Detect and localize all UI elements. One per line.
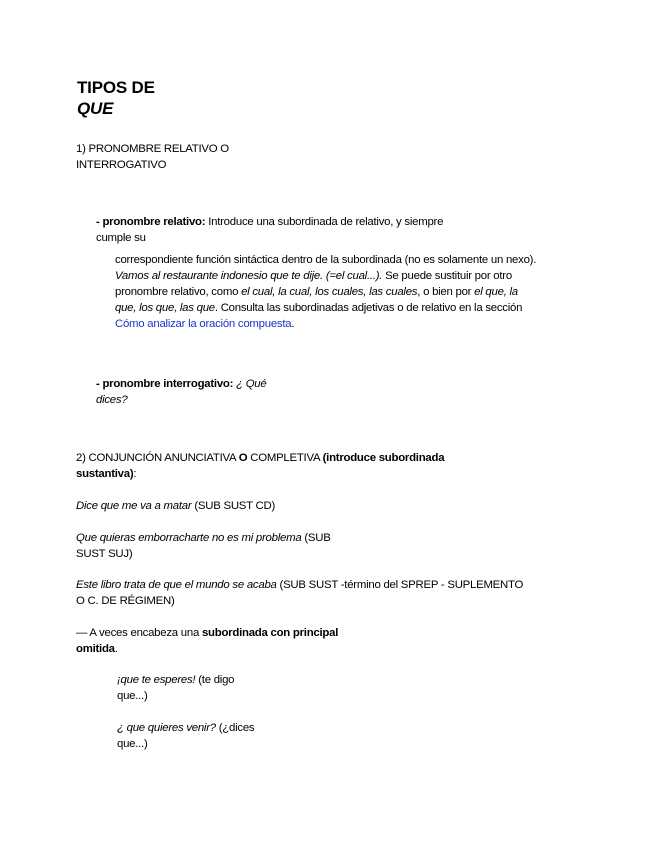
sub-example-2-line-1 — [117, 720, 254, 736]
relativo-intro-line-1 — [96, 214, 443, 230]
note-l2-rest: . — [114, 643, 118, 655]
title-que: QUE — [77, 99, 114, 118]
section-2-heading — [76, 450, 444, 482]
interrogativo-line-2 — [96, 392, 266, 408]
page-title — [77, 78, 155, 119]
example-3-italic: Este libro trata de que el mundo se acaba — [76, 579, 277, 591]
sub-example-2 — [117, 720, 254, 752]
section-1-heading-line-2: INTERROGATIVO — [76, 159, 167, 171]
example-2 — [76, 530, 331, 562]
example-2-line-2: SUST SUJ) — [76, 548, 133, 560]
relativo-line-2 — [115, 268, 536, 284]
sub-example-2-rest: (¿dices — [215, 722, 255, 734]
example-1-rest: (SUB SUST CD) — [191, 500, 276, 512]
relativo-line-3-italic-2: el que, la — [474, 286, 518, 298]
relativo-label: - pronombre relativo: — [96, 216, 206, 228]
section-1-heading — [76, 141, 229, 173]
section-2-heading-l2-rest: : — [133, 468, 137, 480]
section-2-heading-c: COMPLETIVA — [247, 452, 323, 464]
example-3-line-2: O C. DE RÉGIMEN) — [76, 595, 175, 607]
interrogativo-label: - pronombre interrogativo: — [96, 378, 234, 390]
note-l2-bold: omitida — [76, 643, 115, 655]
section-2-heading-a: 2) CONJUNCIÓN ANUNCIATIVA — [76, 452, 239, 464]
example-3-line-1 — [76, 577, 523, 593]
example-3 — [76, 577, 523, 609]
interrogativo-example-1: ¿ Qué — [233, 378, 267, 390]
relativo-line-3-b: , o bien por — [417, 286, 475, 298]
interrogativo-line-1 — [96, 376, 266, 392]
sub-example-1-line-2: que...) — [117, 690, 148, 702]
relativo-paragraph — [115, 252, 536, 332]
sub-example-2-line-2: que...) — [117, 738, 148, 750]
sub-example-1-italic: ¡que te esperes! — [117, 674, 196, 686]
compound-sentence-link[interactable]: Cómo analizar la oración compuesta — [115, 318, 292, 330]
relativo-line-5-period: . — [291, 318, 295, 330]
example-2-line-1 — [76, 530, 331, 546]
relativo-line-1: correspondiente función sintáctica dentro de la subordinada (no es solamente un nexo). — [115, 254, 537, 266]
sub-example-1-line-1 — [117, 672, 234, 688]
relativo-line-3-italic: el cual, la cual, los cuales, las cuales — [241, 286, 418, 298]
relativo-line-3-a: pronombre relativo, como — [115, 286, 242, 298]
note-b: subordinada con principal — [201, 627, 339, 639]
relativo-example: Vamos al restaurante indonesio que te dije. (=el cual...). — [115, 270, 383, 282]
example-2-rest: (SUB — [301, 532, 331, 544]
note-line-2 — [76, 641, 338, 657]
title-line-1: TIPOS DE — [77, 78, 155, 97]
sub-example-1 — [117, 672, 234, 704]
section-2-heading-l2-bold: sustantiva) — [76, 468, 134, 480]
example-1-italic: Dice que me va a matar — [76, 500, 192, 512]
section-2-heading-line-1 — [76, 450, 444, 466]
relativo-intro — [96, 214, 443, 246]
note-block — [76, 625, 338, 657]
relativo-line-4-italic: que, los que, las que — [115, 302, 215, 314]
sub-example-2-italic: ¿ que quieres venir? — [117, 722, 216, 734]
sub-example-1-rest: (te digo — [195, 674, 235, 686]
interrogativo-example-2: dices? — [96, 394, 128, 406]
relativo-line-4 — [115, 300, 536, 316]
example-3-rest: (SUB SUST -término del SPREP - SUPLEMENTO — [276, 579, 524, 591]
note-a: — A veces encabeza una — [76, 627, 202, 639]
relativo-line-4-text: . Consulta las subordinadas adjetivas o de relativo en la sección — [214, 302, 523, 314]
note-line-1 — [76, 625, 338, 641]
section-2-heading-line-2 — [76, 466, 444, 482]
section-2-heading-d: (introduce subordinada — [322, 452, 445, 464]
section-1-heading-line-1: 1) PRONOMBRE RELATIVO O — [76, 143, 229, 155]
example-2-italic: Que quieras emborracharte no es mi problema — [76, 532, 302, 544]
relativo-line-3 — [115, 284, 536, 300]
relativo-intro-line-2: cumple su — [96, 232, 146, 244]
example-1 — [76, 498, 275, 514]
relativo-line-5 — [115, 316, 536, 332]
title-line-2 — [77, 99, 155, 119]
relativo-line-2-text: Se puede sustituir por otro — [382, 270, 512, 282]
interrogativo-block — [96, 376, 266, 408]
section-2-heading-b: O — [238, 452, 248, 464]
relativo-text: Introduce una subordinada de relativo, y siempre — [205, 216, 444, 228]
